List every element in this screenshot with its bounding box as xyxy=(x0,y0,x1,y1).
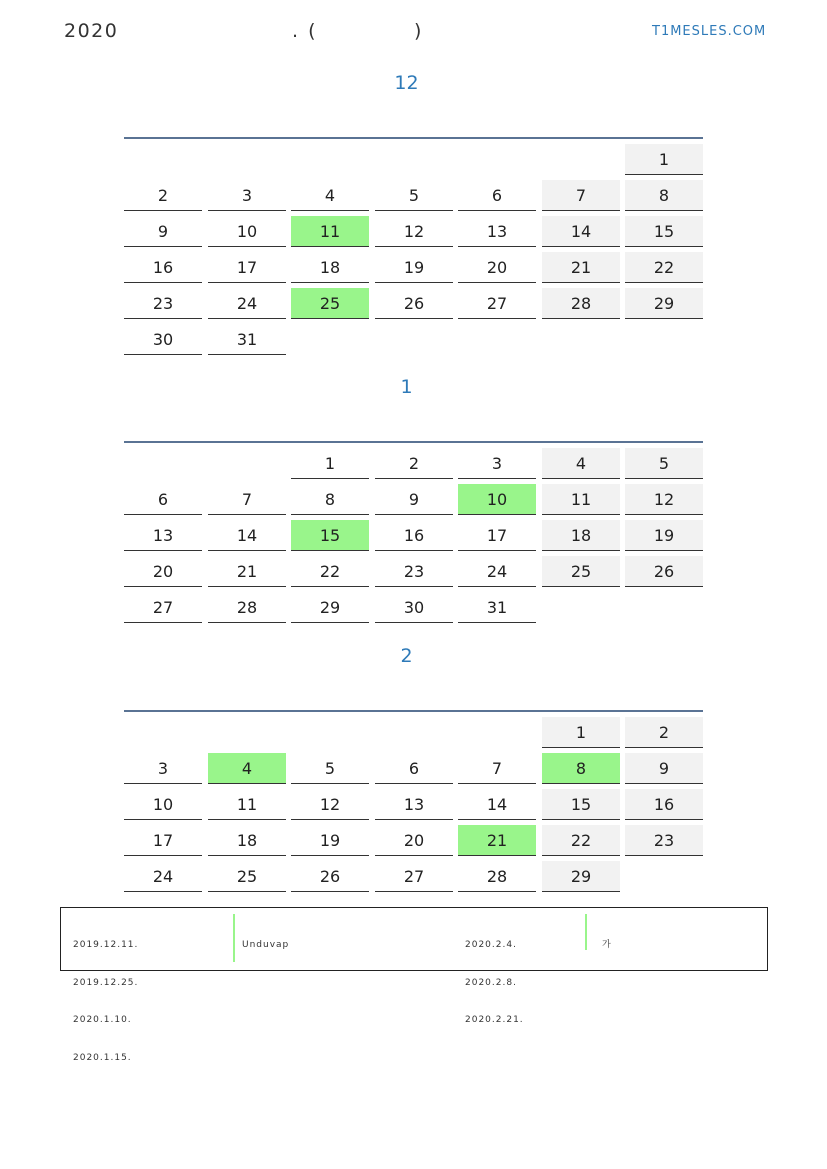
legend-right-notes xyxy=(602,914,617,977)
month-title: 12 xyxy=(394,72,419,94)
day-cell: 17 xyxy=(458,520,536,551)
day-cell: 4 xyxy=(291,180,369,211)
day-cell: 14 xyxy=(208,520,286,551)
day-cell: 16 xyxy=(124,252,202,283)
day-cell: 23 xyxy=(375,556,453,587)
day-cell: 25 xyxy=(208,861,286,892)
month-top-rule xyxy=(124,441,703,443)
day-cell: 25 xyxy=(291,288,369,319)
day-cell: 7 xyxy=(208,484,286,515)
day-cell: 6 xyxy=(458,180,536,211)
day-cell: 16 xyxy=(375,520,453,551)
day-cell: 2 xyxy=(124,180,202,211)
day-cell: 28 xyxy=(542,288,620,319)
day-cell: 8 xyxy=(291,484,369,515)
day-cell: 17 xyxy=(124,825,202,856)
legend-note: Unduvap xyxy=(242,940,290,950)
day-cell: 29 xyxy=(542,861,620,892)
day-cell: 19 xyxy=(375,252,453,283)
day-cell: 5 xyxy=(291,753,369,784)
day-cell: 10 xyxy=(458,484,536,515)
day-cell: 22 xyxy=(291,556,369,587)
day-cell: 26 xyxy=(375,288,453,319)
day-cell: 11 xyxy=(208,789,286,820)
day-cell: 9 xyxy=(124,216,202,247)
day-cell: 6 xyxy=(124,484,202,515)
legend-date: 2019.12.11. xyxy=(73,940,139,950)
day-cell: 21 xyxy=(208,556,286,587)
day-cell: 29 xyxy=(625,288,703,319)
legend-right-dates xyxy=(465,914,524,1052)
day-cell: 29 xyxy=(291,592,369,623)
day-cell: 30 xyxy=(124,324,202,355)
day-cell: 18 xyxy=(542,520,620,551)
page-title: 2020 xyxy=(64,20,119,42)
legend-date: 2020.1.15. xyxy=(73,1052,132,1063)
day-cell: 28 xyxy=(208,592,286,623)
day-cell: 21 xyxy=(542,252,620,283)
day-cell: 7 xyxy=(542,180,620,211)
day-cell: 28 xyxy=(458,861,536,892)
day-cell: 3 xyxy=(458,448,536,479)
day-cell: 24 xyxy=(458,556,536,587)
day-cell: 10 xyxy=(208,216,286,247)
day-cell: 22 xyxy=(625,252,703,283)
legend-date: 2020.2.8. xyxy=(465,977,517,988)
day-cell: 22 xyxy=(542,825,620,856)
legend-box xyxy=(60,907,768,1063)
day-cell: 27 xyxy=(375,861,453,892)
day-cell: 13 xyxy=(375,789,453,820)
day-cell: 23 xyxy=(124,288,202,319)
day-cell: 11 xyxy=(542,484,620,515)
day-cell: 27 xyxy=(124,592,202,623)
day-cell: 18 xyxy=(208,825,286,856)
day-cell: 13 xyxy=(458,216,536,247)
day-cell: 31 xyxy=(208,324,286,355)
day-cell: 15 xyxy=(625,216,703,247)
day-cell: 14 xyxy=(542,216,620,247)
day-cell: 15 xyxy=(542,789,620,820)
legend-date: 2020.1.10. xyxy=(73,1015,132,1025)
legend-holiday-marker xyxy=(233,914,235,962)
day-cell: 12 xyxy=(375,216,453,247)
legend-left-notes xyxy=(242,914,289,977)
day-cell: 20 xyxy=(375,825,453,856)
day-cell: 12 xyxy=(625,484,703,515)
day-cell: 6 xyxy=(375,753,453,784)
day-cell: 16 xyxy=(625,789,703,820)
month-top-rule xyxy=(124,137,703,139)
day-cell: 31 xyxy=(458,592,536,623)
day-cell: 24 xyxy=(208,288,286,319)
day-cell: 21 xyxy=(458,825,536,856)
site-link[interactable]: T1MESLES.COM xyxy=(652,24,767,39)
day-cell: 2 xyxy=(625,717,703,748)
day-cell: 11 xyxy=(291,216,369,247)
day-cell: 26 xyxy=(625,556,703,587)
day-cell: 5 xyxy=(375,180,453,211)
day-cell: 20 xyxy=(124,556,202,587)
day-cell: 4 xyxy=(542,448,620,479)
day-cell: 9 xyxy=(375,484,453,515)
month-title: 2 xyxy=(400,645,413,667)
legend-date: 2019.12.25. xyxy=(73,977,139,988)
day-cell: 19 xyxy=(291,825,369,856)
legend-note: 가 xyxy=(602,940,612,950)
legend-left-dates xyxy=(73,914,138,1089)
page-subtitle: . ( ) xyxy=(292,20,424,42)
day-cell: 26 xyxy=(291,861,369,892)
day-cell: 14 xyxy=(458,789,536,820)
day-cell: 20 xyxy=(458,252,536,283)
day-cell: 4 xyxy=(208,753,286,784)
legend-holiday-marker xyxy=(585,914,587,950)
day-cell: 9 xyxy=(625,753,703,784)
day-cell: 8 xyxy=(542,753,620,784)
day-cell: 13 xyxy=(124,520,202,551)
day-cell: 8 xyxy=(625,180,703,211)
day-cell: 2 xyxy=(375,448,453,479)
day-cell: 5 xyxy=(625,448,703,479)
day-cell: 10 xyxy=(124,789,202,820)
day-cell: 18 xyxy=(291,252,369,283)
day-cell: 15 xyxy=(291,520,369,551)
month-title: 1 xyxy=(400,376,413,398)
legend-date: 2020.2.4. xyxy=(465,940,517,950)
legend-date: 2020.2.21. xyxy=(465,1015,524,1025)
day-cell: 19 xyxy=(625,520,703,551)
day-cell: 1 xyxy=(542,717,620,748)
day-cell: 30 xyxy=(375,592,453,623)
day-cell: 1 xyxy=(291,448,369,479)
day-cell: 7 xyxy=(458,753,536,784)
month-top-rule xyxy=(124,710,703,712)
day-cell: 3 xyxy=(208,180,286,211)
day-cell: 24 xyxy=(124,861,202,892)
day-cell: 1 xyxy=(625,144,703,175)
day-cell: 25 xyxy=(542,556,620,587)
day-cell: 3 xyxy=(124,753,202,784)
day-cell: 17 xyxy=(208,252,286,283)
day-cell: 12 xyxy=(291,789,369,820)
day-cell: 23 xyxy=(625,825,703,856)
day-cell: 27 xyxy=(458,288,536,319)
